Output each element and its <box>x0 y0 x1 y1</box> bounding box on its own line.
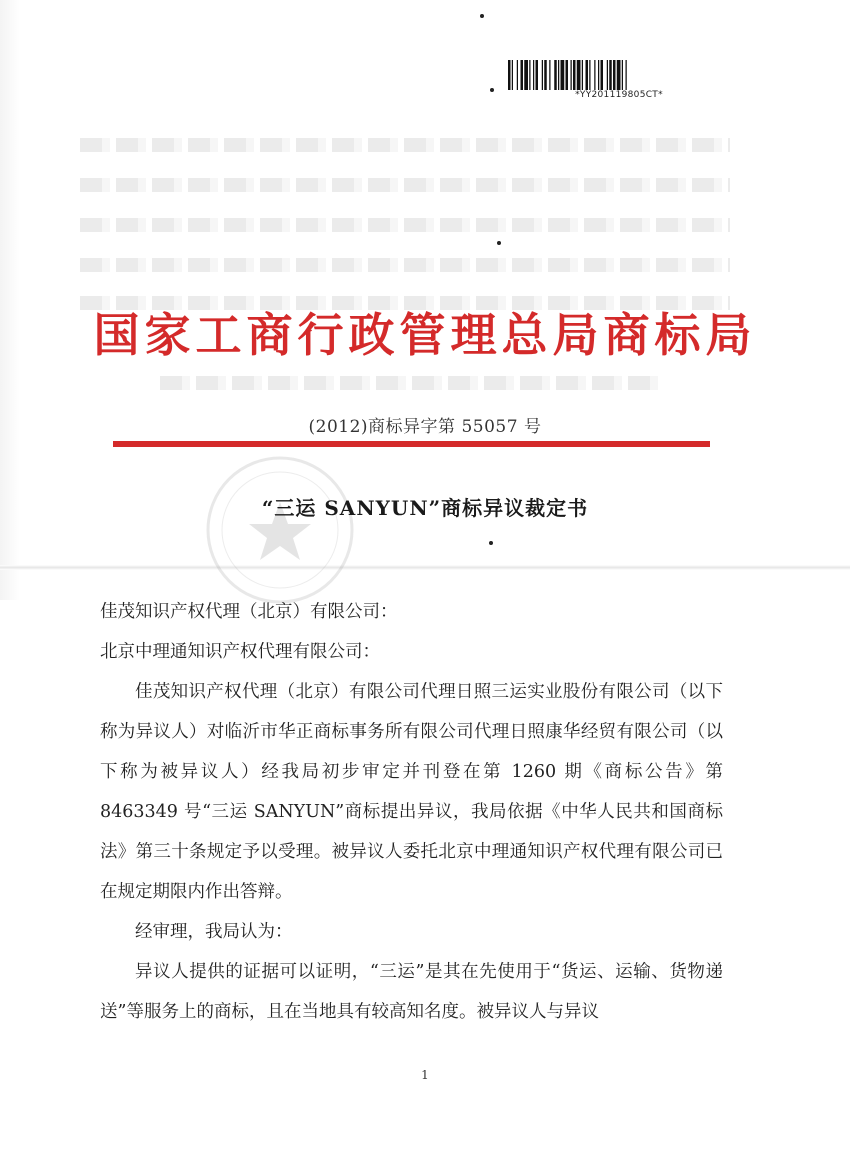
barcode-bar <box>549 60 550 90</box>
barcode-graphic <box>508 60 730 90</box>
barcode-bar <box>609 60 612 90</box>
scan-speck <box>489 541 493 545</box>
document-body <box>100 592 723 1032</box>
document-number: (2012)商标异字第 55057 号 <box>308 417 542 437</box>
barcode-bar <box>542 60 543 90</box>
page-number: 1 <box>421 1068 429 1082</box>
body-paragraph: 佳茂知识产权代理（北京）有限公司代理日照三运实业股份有限公司（以下称为异议人）对临沂市华正商标事务所有限公司代理日照康华经贸有限公司（以下称为被异议人）经我局初步审定并刊登在第 1260 期《商标公告》第 8463349 号“三运 SANYUN”商标提出异议，我局依据《中华人民共和国商标法》第三十条规定予以受理。被异议人委托北京中理通知识产权代理有限公司已在规定期限内作出答辩。 <box>100 682 723 902</box>
body-paragraph: 异议人提供的证据可以证明，“三运”是其在先使用于“货运、运输、货物递送”等服务上的商标，且在当地具有较高知名度。被异议人与异议 <box>100 962 723 1022</box>
barcode-bar <box>524 60 528 90</box>
body-paragraph: 经审理，我局认为： <box>135 922 293 942</box>
barcode-bar <box>626 60 627 90</box>
barcode-bar <box>571 60 572 90</box>
faded-seal-stamp <box>190 450 370 610</box>
barcode-bar <box>554 60 557 90</box>
barcode-bar <box>601 60 604 90</box>
barcode-bar <box>622 60 623 90</box>
bleed-through-line <box>80 178 730 192</box>
barcode-bar <box>561 60 565 90</box>
barcode-bar <box>529 60 530 90</box>
issuing-agency-title: 国家工商行政管理总局商标局 <box>93 308 757 362</box>
decision-title: “三运 SANYUN”商标异议裁定书 <box>261 496 589 520</box>
scan-speck <box>480 14 484 18</box>
red-divider-rule <box>113 441 710 447</box>
bleed-through-line <box>80 258 730 272</box>
recipient-line: 佳茂知识产权代理（北京）有限公司： <box>100 602 398 622</box>
scan-fold-line <box>0 565 850 570</box>
barcode-bar <box>598 60 599 90</box>
bleed-through-line <box>80 138 730 152</box>
barcode-bar <box>517 60 518 90</box>
barcode-bar <box>582 60 583 90</box>
barcode-bar <box>508 60 511 90</box>
barcode-bar <box>589 60 590 90</box>
barcode-bar <box>558 60 559 90</box>
barcode-bar <box>613 60 616 90</box>
recipient-line: 北京中理通知识产权代理有限公司： <box>100 642 380 662</box>
barcode-number: *YY201119805CT* <box>575 90 663 100</box>
barcode-bar <box>512 60 513 90</box>
barcode-bar <box>544 60 547 90</box>
barcode-bar <box>607 60 608 90</box>
barcode-bar <box>566 60 569 90</box>
barcode-bar <box>533 60 534 90</box>
barcode-bar <box>536 60 539 90</box>
bleed-through-line <box>80 218 730 232</box>
barcode-bar <box>586 60 589 90</box>
barcode-bar <box>617 60 621 90</box>
barcode-bar <box>573 60 576 90</box>
scan-speck <box>497 241 501 245</box>
bleed-through-line <box>160 376 660 390</box>
barcode-bar <box>594 60 595 90</box>
scan-speck <box>490 88 494 92</box>
barcode-bar <box>521 60 524 90</box>
barcode-bar <box>577 60 581 90</box>
